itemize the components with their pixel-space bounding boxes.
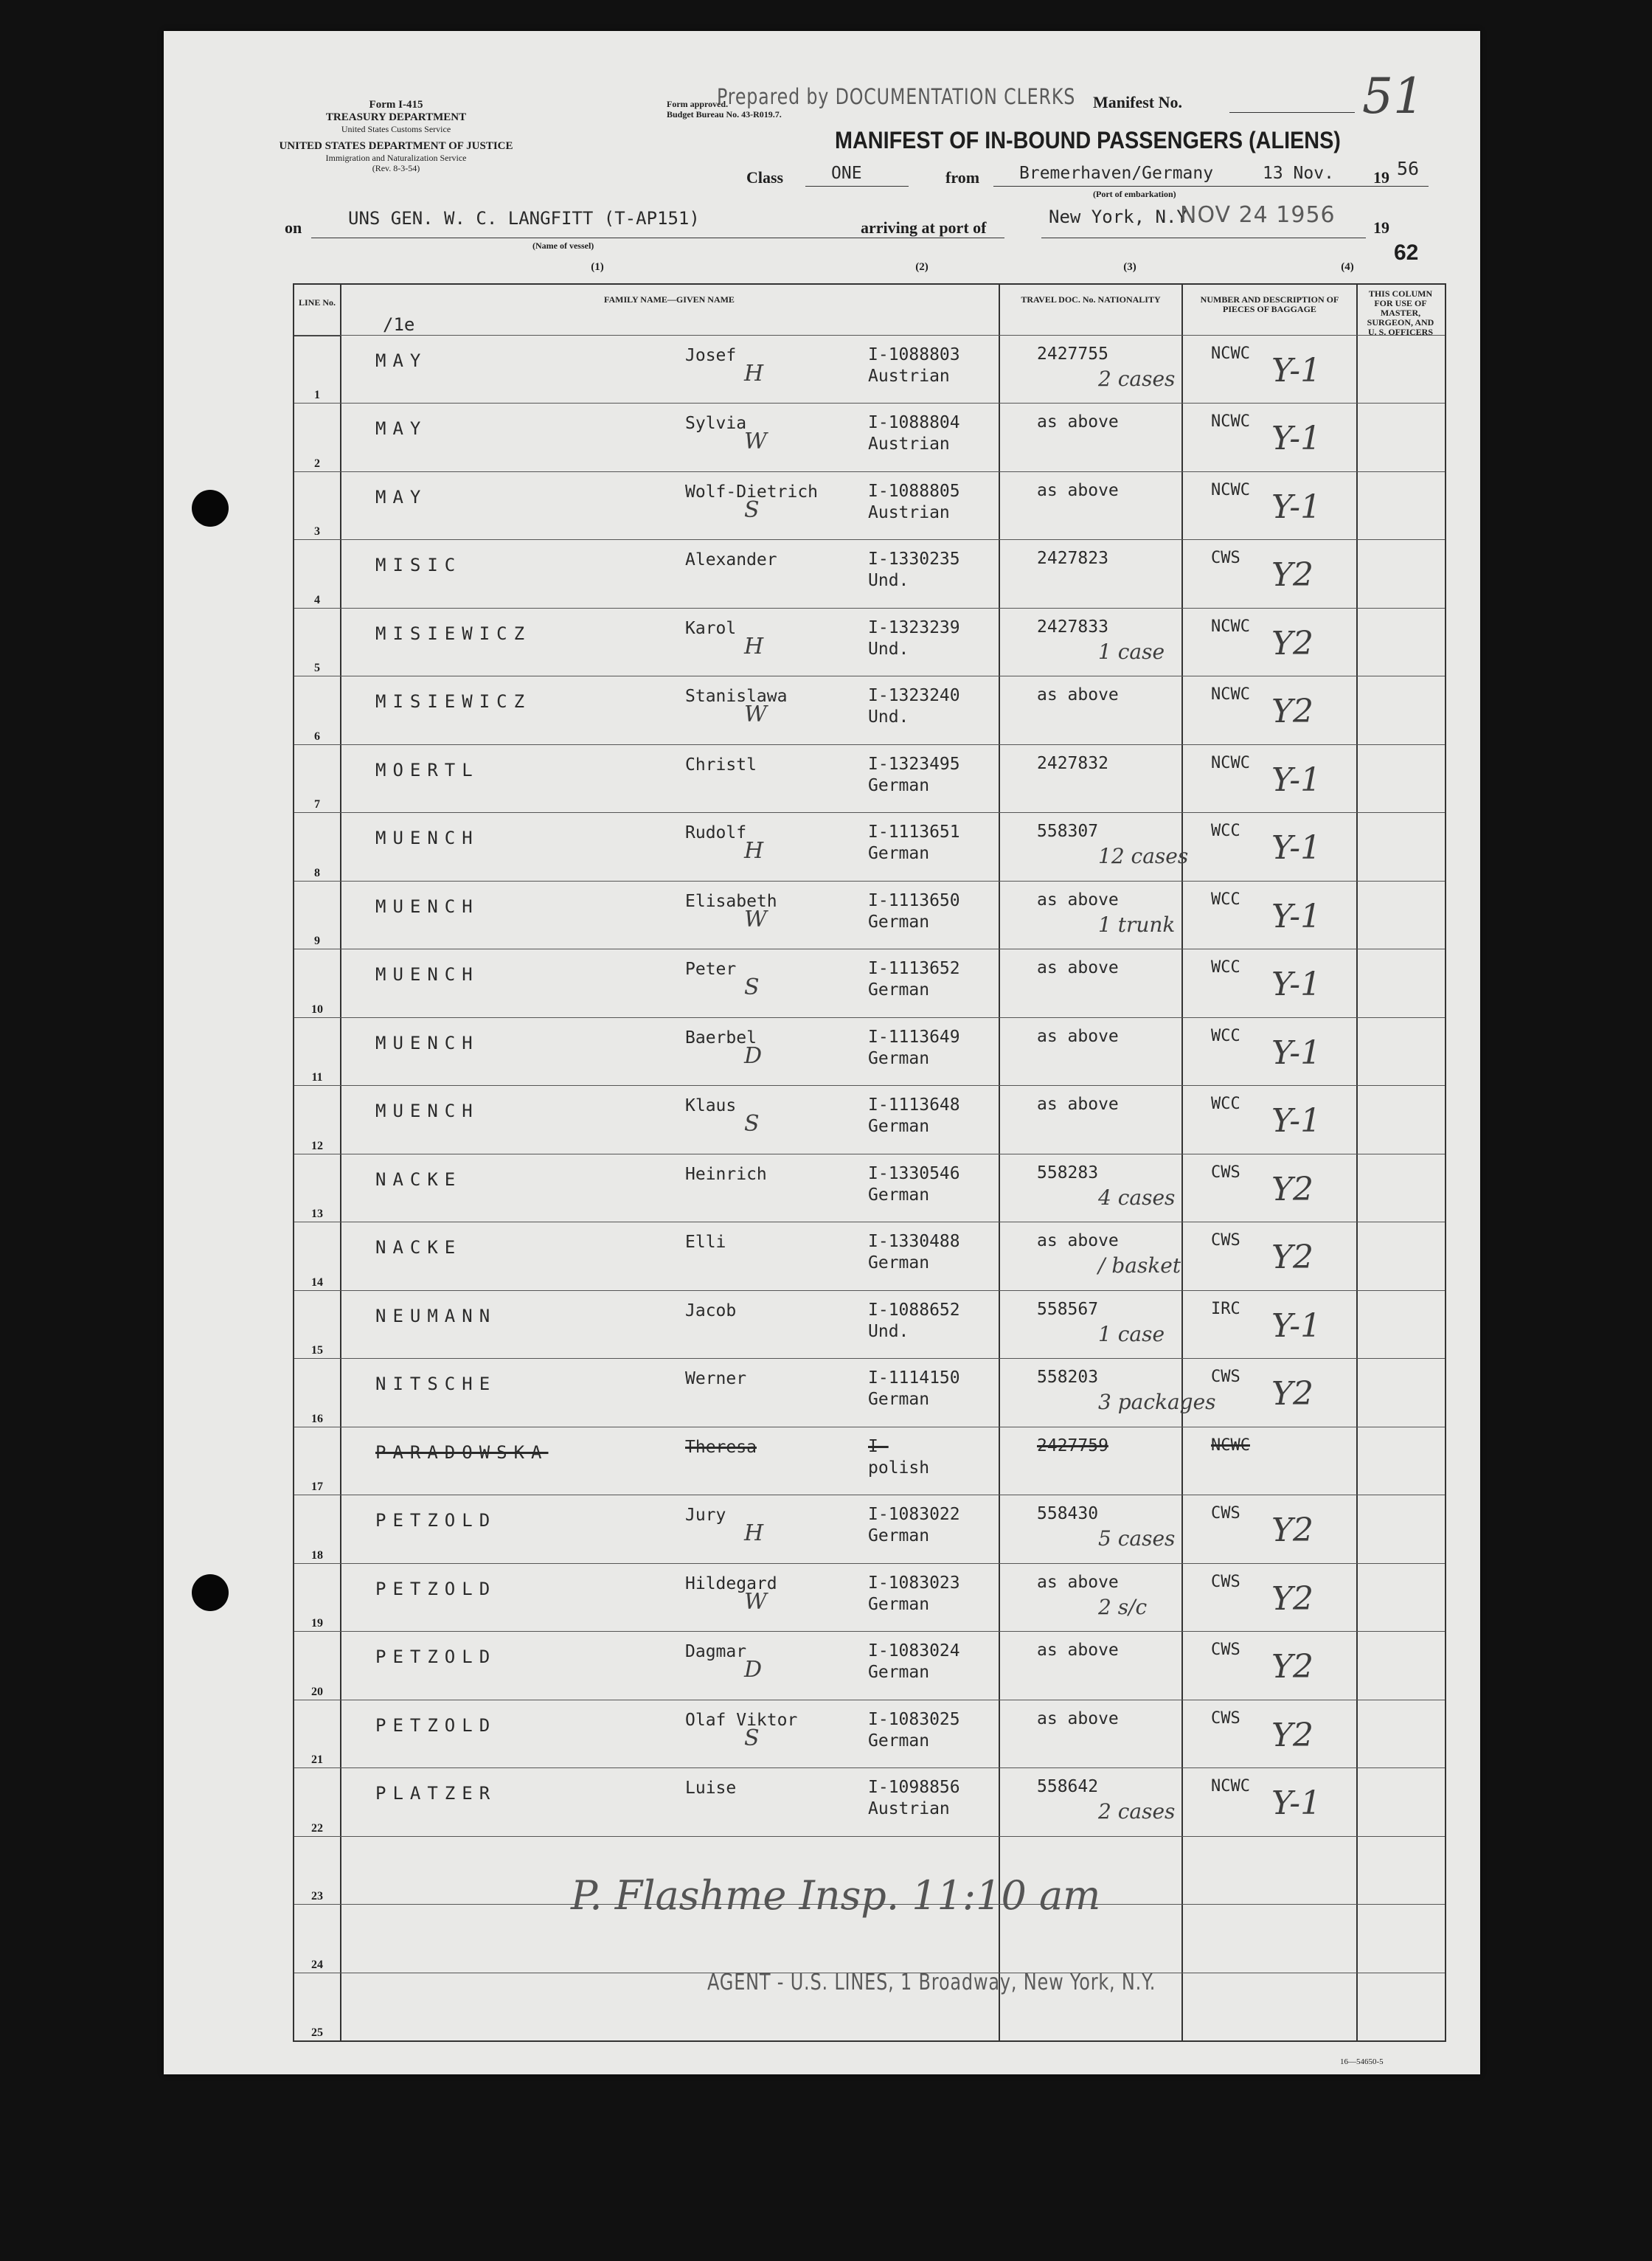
- hdr-annotation: /1e: [383, 314, 415, 335]
- travel-doc-cell: [868, 1163, 960, 1206]
- travel-doc-cell: [868, 344, 960, 387]
- sponsor-agency: CWS: [1211, 1163, 1240, 1182]
- line-number: 21: [311, 1753, 323, 1767]
- baggage-number: as above: [1037, 480, 1119, 500]
- prepared-by-stamp: Prepared by DOCUMENTATION CLERKS: [717, 84, 1076, 109]
- officer-check: Y-1: [1271, 1033, 1322, 1072]
- table-row: [294, 1017, 1445, 1086]
- nationality: German: [868, 775, 930, 795]
- baggage-note: 4 cases: [1098, 1185, 1176, 1210]
- officer-check: Y-1: [1271, 420, 1322, 458]
- travel-doc-cell: [868, 1300, 960, 1343]
- table-row: [294, 1495, 1445, 1563]
- travel-doc-cell: [868, 1573, 960, 1616]
- relation-mark: H: [744, 1520, 764, 1547]
- travel-doc-number: I-1083023: [868, 1573, 960, 1593]
- given-name: Heinrich: [685, 1164, 767, 1184]
- col-num-3: (3): [1123, 261, 1136, 273]
- sponsor-agency: WCC: [1211, 1026, 1240, 1045]
- relation-mark: H: [744, 838, 764, 865]
- given-name: Stanislawa: [685, 687, 788, 707]
- family-name: PETZOLD: [375, 1647, 497, 1668]
- relation-mark: S: [744, 974, 760, 1001]
- relation-mark: S: [744, 1725, 760, 1751]
- travel-doc-cell: [868, 412, 960, 455]
- sponsor-agency: WCC: [1211, 822, 1240, 841]
- family-name: MUENCH: [375, 1032, 479, 1053]
- relation-mark: W: [744, 1588, 767, 1615]
- given-name: Jacob: [685, 1301, 737, 1320]
- treasury-dept: TREASURY DEPARTMENT: [325, 111, 467, 123]
- doj: UNITED STATES DEPARTMENT OF JUSTICE: [279, 140, 513, 152]
- arriving-label: arriving at port of: [861, 218, 987, 237]
- sponsor-agency: NCWC: [1211, 753, 1250, 772]
- manifest-no-label: Manifest No.: [1093, 93, 1182, 111]
- sponsor-agency: CWS: [1211, 549, 1240, 568]
- table-row: [294, 1767, 1445, 1836]
- table-row: [294, 881, 1445, 949]
- relation-mark: W: [744, 702, 767, 728]
- sponsor-agency: NCWC: [1211, 1777, 1250, 1796]
- port-embark-note: (Port of embarkation): [1093, 189, 1176, 199]
- budget-bureau: Budget Bureau No. 43-R019.7.: [667, 109, 782, 120]
- line-number: 16: [311, 1412, 323, 1425]
- line-number: 19: [311, 1617, 323, 1630]
- officer-check: Y2: [1271, 1716, 1314, 1754]
- given-name: Karol: [685, 618, 737, 638]
- officer-check: Y2: [1271, 1375, 1314, 1413]
- relation-mark: W: [744, 429, 767, 455]
- table-row: [294, 335, 1445, 404]
- officer-check: Y-1: [1271, 829, 1322, 868]
- travel-doc-number: I-1083025: [868, 1709, 960, 1729]
- line-number: 2: [314, 457, 320, 470]
- officer-check: Y2: [1271, 556, 1314, 595]
- given-name: Rudolf: [685, 823, 747, 843]
- sponsor-agency: IRC: [1211, 1299, 1240, 1318]
- officer-check: Y-1: [1271, 1306, 1322, 1345]
- family-name: NITSCHE: [375, 1374, 497, 1395]
- sponsor-agency: CWS: [1211, 1572, 1240, 1591]
- baggage-number: as above: [1037, 1572, 1119, 1592]
- given-name: Elli: [685, 1233, 726, 1253]
- baggage-note: 2 s/c: [1098, 1594, 1148, 1619]
- travel-doc-cell: [868, 617, 960, 660]
- baggage-number: as above: [1037, 1026, 1119, 1046]
- travel-doc-cell: [868, 754, 960, 797]
- baggage-number: as above: [1037, 1708, 1119, 1728]
- table-row: [294, 1700, 1445, 1768]
- travel-doc-cell: [868, 549, 960, 592]
- travel-doc-cell: [868, 822, 960, 865]
- travel-doc-number: I-1113648: [868, 1095, 960, 1115]
- baggage-number: 558642: [1037, 1777, 1099, 1797]
- from-label: from: [945, 168, 980, 187]
- line-number: 12: [311, 1139, 323, 1152]
- table-row: [294, 1358, 1445, 1427]
- officer-check: Y-1: [1271, 897, 1322, 935]
- form-approved: Form approved.: [667, 99, 729, 109]
- nationality: Austrian: [868, 502, 950, 522]
- nationality: German: [868, 1526, 930, 1546]
- hdr-line-no-cell: [294, 285, 340, 336]
- given-name: Elisabeth: [685, 891, 777, 911]
- nationality: German: [868, 1185, 930, 1205]
- travel-doc-number: I-1113652: [868, 959, 960, 979]
- vessel-note: (Name of vessel): [532, 240, 594, 251]
- baggage-note: 12 cases: [1098, 844, 1189, 869]
- officer-check: Y2: [1271, 624, 1314, 662]
- departure-date: 13 Nov.: [1263, 164, 1334, 183]
- baggage-number: 558567: [1037, 1299, 1099, 1319]
- baggage-number: as above: [1037, 1641, 1119, 1661]
- baggage-number: 558307: [1037, 822, 1099, 842]
- travel-doc-number: I-1088804: [868, 413, 960, 433]
- travel-doc-number: I-1113650: [868, 890, 960, 910]
- travel-doc-number: I-1330546: [868, 1163, 960, 1183]
- line-number: 15: [311, 1344, 323, 1357]
- line-number: 20: [311, 1685, 323, 1698]
- baggage-number: 2427759: [1037, 1436, 1108, 1455]
- sponsor-agency: NCWC: [1211, 344, 1250, 363]
- given-name: Alexander: [685, 550, 777, 570]
- punch-hole-bottom: [192, 1574, 229, 1611]
- family-name: MAY: [375, 418, 428, 440]
- travel-doc-number: I-: [868, 1436, 889, 1456]
- officer-check: Y2: [1271, 1579, 1314, 1618]
- col-num-1: (1): [591, 261, 604, 273]
- footer-code: 16—54650-5: [1340, 2057, 1384, 2066]
- baggage-number: as above: [1037, 890, 1119, 910]
- travel-doc-number: I-1098856: [868, 1778, 960, 1798]
- line-number: 3: [314, 525, 320, 539]
- travel-doc-number: I-1088805: [868, 481, 960, 501]
- line-number: 24: [311, 1958, 323, 1971]
- family-name: MUENCH: [375, 1101, 479, 1122]
- nationality: polish: [868, 1458, 930, 1478]
- given-name: Theresa: [685, 1437, 757, 1457]
- travel-doc-number: I-1113649: [868, 1027, 960, 1047]
- nationality: Und.: [868, 1321, 909, 1341]
- table-row: [294, 539, 1445, 608]
- relation-mark: H: [744, 361, 764, 387]
- officer-check: Y-1: [1271, 1784, 1322, 1823]
- given-name: Dagmar: [685, 1642, 747, 1662]
- agent-stamp: AGENT - U.S. LINES, 1 Broadway, New York, N.Y.: [707, 1970, 1156, 1995]
- officer-check: Y-1: [1271, 966, 1322, 1004]
- nationality: Austrian: [868, 367, 950, 386]
- year-suffix: 56: [1397, 158, 1420, 179]
- family-name: NACKE: [375, 1168, 462, 1190]
- sponsor-agency: CWS: [1211, 1368, 1240, 1387]
- nationality: Austrian: [868, 434, 950, 454]
- family-name: NACKE: [375, 1237, 462, 1258]
- given-name: Hildegard: [685, 1573, 777, 1593]
- travel-doc-cell: [868, 890, 960, 933]
- manifest-page: [164, 31, 1480, 2074]
- table-row: [294, 403, 1445, 471]
- nationality: German: [868, 1390, 930, 1410]
- family-name: MUENCH: [375, 828, 479, 849]
- family-name: MUENCH: [375, 964, 479, 986]
- relation-mark: S: [744, 496, 760, 523]
- baggage-note: 1 trunk: [1098, 912, 1176, 937]
- family-name: PARADOWSKA: [375, 1441, 549, 1463]
- given-name: Wolf-Dietrich: [685, 482, 819, 502]
- sponsor-agency: NCWC: [1211, 480, 1250, 499]
- travel-doc-number: I-1088803: [868, 345, 960, 364]
- line-number: 18: [311, 1548, 323, 1562]
- line-number: 10: [311, 1003, 323, 1016]
- line-number: 4: [314, 593, 320, 606]
- travel-doc-cell: [868, 1368, 960, 1410]
- sponsor-agency: CWS: [1211, 1504, 1240, 1523]
- ins: Immigration and Naturalization Service: [325, 153, 467, 163]
- baggage-note: 5 cases: [1098, 1526, 1176, 1551]
- table-row: [294, 1631, 1445, 1700]
- travel-doc-cell: [868, 685, 960, 728]
- nationality: Und.: [868, 707, 909, 727]
- travel-doc-cell: [868, 1709, 960, 1752]
- travel-doc-number: I-1330235: [868, 550, 960, 569]
- officer-check: Y2: [1271, 1648, 1314, 1686]
- baggage-number: as above: [1037, 958, 1119, 978]
- family-name: MISIEWICZ: [375, 691, 532, 713]
- nationality: German: [868, 1594, 930, 1614]
- sponsor-agency: NCWC: [1211, 1436, 1250, 1455]
- officer-check: Y-1: [1271, 488, 1322, 526]
- sponsor-agency: NCWC: [1211, 685, 1250, 704]
- nationality: German: [868, 844, 930, 864]
- travel-doc-number: I-1088652: [868, 1300, 960, 1320]
- nationality: Und.: [868, 639, 909, 659]
- year2-prefix: 19: [1373, 218, 1389, 237]
- customs-service: United States Customs Service: [341, 124, 451, 134]
- given-name: Luise: [685, 1779, 737, 1798]
- sponsor-agency: CWS: [1211, 1231, 1240, 1250]
- given-name: Sylvia: [685, 414, 747, 434]
- travel-doc-number: I-1323240: [868, 686, 960, 706]
- line-number: 7: [314, 798, 320, 811]
- baggage-number: as above: [1037, 412, 1119, 432]
- class-line: [805, 186, 909, 187]
- sponsor-agency: CWS: [1211, 1641, 1240, 1660]
- given-name: Olaf Viktor: [685, 1710, 798, 1730]
- relation-mark: H: [744, 633, 764, 659]
- travel-doc-number: I-1330488: [868, 1232, 960, 1252]
- officer-check: Y-1: [1271, 352, 1322, 389]
- baggage-note: 2 cases: [1098, 367, 1176, 391]
- travel-doc-number: I-1083024: [868, 1641, 960, 1661]
- hdr-travel-doc: TRAVEL DOC. No. NATIONALITY: [1021, 294, 1161, 305]
- given-name: Baerbel: [685, 1028, 757, 1048]
- form-number: Form I-415: [369, 99, 423, 111]
- family-name: MOERTL: [375, 759, 479, 780]
- nationality: German: [868, 980, 930, 1000]
- col-num-4: (4): [1341, 261, 1354, 273]
- baggage-number: as above: [1037, 1095, 1119, 1115]
- travel-doc-cell: [868, 1777, 960, 1820]
- given-name: Werner: [685, 1369, 747, 1389]
- class-value: ONE: [831, 164, 862, 183]
- table-row: [294, 1222, 1445, 1290]
- family-name: PETZOLD: [375, 1510, 497, 1531]
- arrival-port: New York, N.Y.: [1049, 207, 1198, 227]
- line-number: 13: [311, 1208, 323, 1221]
- baggage-note: 1 case: [1098, 639, 1165, 664]
- baggage-number: 2427755: [1037, 344, 1108, 364]
- given-name: Klaus: [685, 1096, 737, 1116]
- passenger-table: [293, 283, 1446, 2042]
- nationality: German: [868, 1117, 930, 1137]
- travel-doc-number: I-1083022: [868, 1505, 960, 1525]
- table-row: [294, 471, 1445, 540]
- officer-check: Y2: [1271, 1512, 1314, 1550]
- on-label: on: [285, 218, 302, 237]
- given-name: Josef: [685, 346, 737, 365]
- manifest-no: 51: [1362, 68, 1424, 125]
- family-name: NEUMANN: [375, 1305, 497, 1326]
- relation-mark: D: [744, 1657, 763, 1683]
- family-name: PETZOLD: [375, 1714, 497, 1736]
- sponsor-agency: WCC: [1211, 1095, 1240, 1114]
- sponsor-agency: WCC: [1211, 958, 1240, 977]
- given-name: Peter: [685, 960, 737, 980]
- manifest-no-line: [1229, 112, 1355, 113]
- form-revision: (Rev. 8-3-54): [372, 163, 420, 173]
- nationality: German: [868, 1731, 930, 1751]
- line-number: 1: [314, 389, 320, 402]
- punch-hole-top: [192, 490, 229, 527]
- nationality: German: [868, 1048, 930, 1068]
- travel-doc-cell: [868, 1095, 960, 1138]
- family-name: MAY: [375, 350, 428, 371]
- baggage-number: 558203: [1037, 1368, 1099, 1388]
- table-row: [294, 744, 1445, 813]
- family-name: PETZOLD: [375, 1578, 497, 1599]
- family-name: MAY: [375, 486, 428, 508]
- line-number: 9: [314, 935, 320, 948]
- nationality: German: [868, 912, 930, 932]
- officer-check: Y-1: [1271, 1102, 1322, 1140]
- table-row: [294, 949, 1445, 1017]
- from-port: Bremerhaven/Germany: [1019, 164, 1214, 183]
- table-row: [294, 1563, 1445, 1632]
- class-label: Class: [746, 168, 784, 187]
- arrival-date-stamp: NOV 24 1956: [1180, 202, 1336, 228]
- baggage-number: as above: [1037, 1231, 1119, 1251]
- travel-doc-cell: [868, 1436, 929, 1479]
- baggage-note: 1 case: [1098, 1321, 1165, 1346]
- travel-doc-number: I-1323239: [868, 617, 960, 637]
- table-row: [294, 676, 1445, 744]
- family-name: PLATZER: [375, 1783, 497, 1804]
- table-row: [294, 1290, 1445, 1359]
- travel-doc-number: I-1114150: [868, 1368, 960, 1388]
- relation-mark: W: [744, 906, 767, 932]
- line-number: 25: [311, 2026, 323, 2039]
- travel-doc-cell: [868, 1641, 960, 1683]
- baggage-note: 3 packages: [1098, 1390, 1216, 1415]
- table-row: [294, 1085, 1445, 1154]
- from-line: [993, 186, 1429, 187]
- travel-doc-number: I-1323495: [868, 754, 960, 774]
- line-number: 11: [311, 1071, 323, 1084]
- baggage-note: / basket: [1098, 1253, 1181, 1278]
- line-number: 8: [314, 866, 320, 879]
- line-number: 6: [314, 730, 320, 743]
- travel-doc-cell: [868, 1027, 960, 1070]
- nationality: Austrian: [868, 1799, 950, 1819]
- table-row: [294, 812, 1445, 881]
- sponsor-agency: CWS: [1211, 1708, 1240, 1728]
- baggage-number: 2427823: [1037, 549, 1108, 569]
- hdr-family: FAMILY NAME—GIVEN NAME: [604, 294, 735, 305]
- officer-check: Y2: [1271, 1170, 1314, 1208]
- baggage-number: 558283: [1037, 1163, 1099, 1183]
- sponsor-agency: WCC: [1211, 890, 1240, 909]
- travel-doc-number: I-1113651: [868, 823, 960, 842]
- table-row: [294, 608, 1445, 676]
- relation-mark: D: [744, 1042, 763, 1069]
- hdr-line-no: LINE No.: [298, 297, 336, 308]
- baggage-number: 2427832: [1037, 753, 1108, 773]
- travel-doc-cell: [868, 1231, 960, 1274]
- sponsor-agency: NCWC: [1211, 412, 1250, 432]
- baggage-number: 558430: [1037, 1504, 1099, 1524]
- baggage-number: 2427833: [1037, 617, 1108, 637]
- line-number: 14: [311, 1275, 323, 1289]
- sponsor-agency: NCWC: [1211, 617, 1250, 636]
- nationality: Und.: [868, 571, 909, 591]
- vessel-name: UNS GEN. W. C. LANGFITT (T-AP151): [348, 208, 700, 229]
- line-number: 5: [314, 662, 320, 675]
- page-number: 62: [1394, 240, 1419, 265]
- family-name: MUENCH: [375, 896, 479, 917]
- nationality: German: [868, 1253, 930, 1273]
- baggage-number: as above: [1037, 685, 1119, 705]
- travel-doc-cell: [868, 958, 960, 1001]
- family-name: MISIC: [375, 555, 462, 576]
- officer-check: Y-1: [1271, 761, 1322, 799]
- travel-doc-cell: [868, 481, 960, 524]
- table-row: [294, 1427, 1445, 1495]
- relation-mark: S: [744, 1111, 760, 1138]
- officer-check: Y2: [1271, 1239, 1314, 1277]
- hdr-baggage: NUMBER AND DESCRIPTION OF PIECES OF BAGGAGE: [1200, 294, 1339, 314]
- officer-check: Y2: [1271, 693, 1314, 731]
- inspector-signature: P. Flashme Insp. 11:10 am: [571, 1872, 1101, 1919]
- manifest-title: MANIFEST OF IN-BOUND PASSENGERS (ALIENS): [835, 127, 1341, 153]
- given-name: Christl: [685, 755, 757, 775]
- baggage-note: 2 cases: [1098, 1799, 1176, 1824]
- line-number: 17: [311, 1481, 323, 1494]
- table-row: [294, 1154, 1445, 1222]
- given-name: Jury: [685, 1506, 726, 1526]
- travel-doc-cell: [868, 1504, 960, 1547]
- line-number: 23: [311, 1890, 323, 1903]
- hdr-officers: THIS COLUMN FOR USE OF MASTER, SURGEON, AND U. S. OFFICERS: [1367, 288, 1434, 337]
- family-name: MISIEWICZ: [375, 623, 532, 644]
- agency-header: [274, 99, 518, 173]
- nationality: German: [868, 1663, 930, 1683]
- year-prefix: 19: [1373, 168, 1389, 187]
- line-number: 22: [311, 1821, 323, 1835]
- col-num-2: (2): [915, 261, 929, 273]
